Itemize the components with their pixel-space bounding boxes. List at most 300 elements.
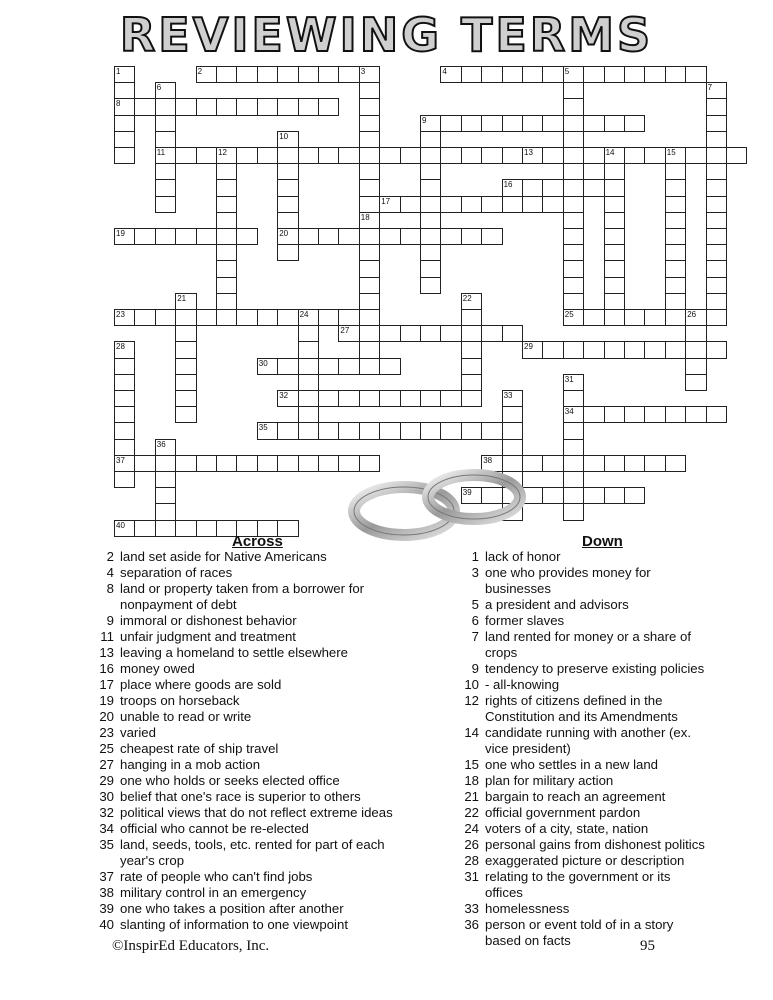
grid-cell[interactable] — [644, 455, 665, 472]
grid-cell[interactable] — [604, 277, 625, 294]
grid-cell[interactable] — [665, 179, 686, 196]
grid-cell[interactable] — [563, 309, 584, 326]
grid-cell[interactable] — [298, 325, 319, 342]
grid-cell[interactable] — [604, 341, 625, 358]
grid-cell[interactable] — [114, 406, 135, 423]
grid-cell[interactable] — [379, 228, 400, 245]
grid-cell[interactable] — [338, 390, 359, 407]
grid-cell[interactable] — [604, 244, 625, 261]
grid-cell[interactable] — [563, 244, 584, 261]
grid-cell[interactable] — [502, 325, 523, 342]
grid-cell[interactable] — [257, 309, 278, 326]
grid-cell[interactable] — [644, 341, 665, 358]
grid-cell[interactable] — [624, 455, 645, 472]
grid-cell[interactable] — [216, 277, 237, 294]
grid-cell[interactable] — [216, 212, 237, 229]
grid-cell[interactable] — [277, 309, 298, 326]
grid-cell[interactable] — [685, 309, 706, 326]
grid-cell[interactable] — [604, 66, 625, 83]
grid-cell[interactable] — [277, 196, 298, 213]
grid-cell[interactable] — [522, 341, 543, 358]
grid-cell[interactable] — [359, 341, 380, 358]
grid-cell[interactable] — [583, 406, 604, 423]
grid-cell[interactable] — [685, 406, 706, 423]
grid-cell[interactable] — [461, 374, 482, 391]
grid-cell[interactable] — [522, 147, 543, 164]
grid-cell[interactable] — [196, 309, 217, 326]
grid-cell[interactable] — [216, 179, 237, 196]
grid-cell[interactable] — [196, 98, 217, 115]
grid-cell[interactable] — [420, 147, 441, 164]
grid-cell[interactable] — [624, 487, 645, 504]
grid-cell[interactable] — [685, 147, 706, 164]
grid-cell[interactable] — [338, 147, 359, 164]
grid-cell[interactable] — [277, 390, 298, 407]
grid-cell[interactable] — [359, 147, 380, 164]
grid-cell[interactable] — [706, 260, 727, 277]
grid-cell[interactable] — [155, 196, 176, 213]
grid-cell[interactable] — [175, 374, 196, 391]
grid-cell[interactable] — [298, 228, 319, 245]
grid-cell[interactable] — [134, 520, 155, 537]
grid-cell[interactable] — [400, 196, 421, 213]
grid-cell[interactable] — [706, 196, 727, 213]
grid-cell[interactable] — [461, 341, 482, 358]
grid-cell[interactable] — [155, 163, 176, 180]
grid-cell[interactable] — [400, 147, 421, 164]
grid-cell[interactable] — [155, 147, 176, 164]
grid-cell[interactable] — [420, 422, 441, 439]
grid-cell[interactable] — [604, 163, 625, 180]
grid-cell[interactable] — [420, 228, 441, 245]
grid-cell[interactable] — [114, 439, 135, 456]
grid-cell[interactable] — [522, 179, 543, 196]
grid-cell[interactable] — [216, 309, 237, 326]
grid-cell[interactable] — [196, 147, 217, 164]
grid-cell[interactable] — [563, 98, 584, 115]
grid-cell[interactable] — [604, 228, 625, 245]
grid-cell[interactable] — [114, 455, 135, 472]
grid-cell[interactable] — [175, 98, 196, 115]
grid-cell[interactable] — [665, 293, 686, 310]
grid-cell[interactable] — [665, 406, 686, 423]
grid-cell[interactable] — [563, 439, 584, 456]
grid-cell[interactable] — [175, 309, 196, 326]
grid-cell[interactable] — [257, 66, 278, 83]
grid-cell[interactable] — [583, 147, 604, 164]
grid-cell[interactable] — [155, 309, 176, 326]
grid-cell[interactable] — [114, 520, 135, 537]
grid-cell[interactable] — [379, 358, 400, 375]
grid-cell[interactable] — [706, 115, 727, 132]
grid-cell[interactable] — [563, 196, 584, 213]
grid-cell[interactable] — [359, 277, 380, 294]
grid-cell[interactable] — [604, 212, 625, 229]
grid-cell[interactable] — [665, 163, 686, 180]
grid-cell[interactable] — [665, 260, 686, 277]
grid-cell[interactable] — [706, 341, 727, 358]
grid-cell[interactable] — [359, 309, 380, 326]
grid-cell[interactable] — [318, 309, 339, 326]
grid-cell[interactable] — [563, 66, 584, 83]
grid-cell[interactable] — [665, 228, 686, 245]
grid-cell[interactable] — [502, 439, 523, 456]
grid-cell[interactable] — [196, 66, 217, 83]
grid-cell[interactable] — [563, 260, 584, 277]
grid-cell[interactable] — [644, 66, 665, 83]
grid-cell[interactable] — [359, 325, 380, 342]
grid-cell[interactable] — [563, 131, 584, 148]
grid-cell[interactable] — [706, 309, 727, 326]
grid-cell[interactable] — [216, 455, 237, 472]
grid-cell[interactable] — [277, 147, 298, 164]
grid-cell[interactable] — [318, 455, 339, 472]
grid-cell[interactable] — [583, 341, 604, 358]
grid-cell[interactable] — [359, 358, 380, 375]
grid-cell[interactable] — [196, 455, 217, 472]
grid-cell[interactable] — [440, 115, 461, 132]
grid-cell[interactable] — [563, 82, 584, 99]
grid-cell[interactable] — [706, 179, 727, 196]
grid-cell[interactable] — [440, 196, 461, 213]
grid-cell[interactable] — [624, 66, 645, 83]
grid-cell[interactable] — [175, 520, 196, 537]
grid-cell[interactable] — [604, 147, 625, 164]
grid-cell[interactable] — [563, 487, 584, 504]
grid-cell[interactable] — [440, 325, 461, 342]
grid-cell[interactable] — [277, 422, 298, 439]
grid-cell[interactable] — [481, 115, 502, 132]
grid-cell[interactable] — [706, 147, 727, 164]
grid-cell[interactable] — [563, 455, 584, 472]
grid-cell[interactable] — [359, 66, 380, 83]
grid-cell[interactable] — [583, 309, 604, 326]
grid-cell[interactable] — [563, 374, 584, 391]
grid-cell[interactable] — [359, 115, 380, 132]
grid-cell[interactable] — [604, 196, 625, 213]
grid-cell[interactable] — [216, 228, 237, 245]
grid-cell[interactable] — [298, 66, 319, 83]
grid-cell[interactable] — [461, 147, 482, 164]
grid-cell[interactable] — [563, 163, 584, 180]
grid-cell[interactable] — [461, 196, 482, 213]
grid-cell[interactable] — [563, 503, 584, 520]
grid-cell[interactable] — [175, 325, 196, 342]
grid-cell[interactable] — [175, 358, 196, 375]
grid-cell[interactable] — [318, 390, 339, 407]
grid-cell[interactable] — [502, 147, 523, 164]
grid-cell[interactable] — [216, 147, 237, 164]
grid-cell[interactable] — [257, 147, 278, 164]
grid-cell[interactable] — [706, 131, 727, 148]
grid-cell[interactable] — [338, 66, 359, 83]
grid-cell[interactable] — [236, 309, 257, 326]
grid-cell[interactable] — [114, 422, 135, 439]
grid-cell[interactable] — [461, 228, 482, 245]
grid-cell[interactable] — [196, 520, 217, 537]
grid-cell[interactable] — [155, 179, 176, 196]
grid-cell[interactable] — [134, 309, 155, 326]
grid-cell[interactable] — [461, 358, 482, 375]
grid-cell[interactable] — [175, 228, 196, 245]
grid-cell[interactable] — [277, 228, 298, 245]
grid-cell[interactable] — [277, 244, 298, 261]
grid-cell[interactable] — [338, 358, 359, 375]
grid-cell[interactable] — [175, 455, 196, 472]
grid-cell[interactable] — [706, 277, 727, 294]
grid-cell[interactable] — [216, 66, 237, 83]
grid-cell[interactable] — [461, 66, 482, 83]
grid-cell[interactable] — [583, 455, 604, 472]
grid-cell[interactable] — [604, 115, 625, 132]
grid-cell[interactable] — [338, 309, 359, 326]
grid-cell[interactable] — [685, 358, 706, 375]
grid-cell[interactable] — [420, 277, 441, 294]
grid-cell[interactable] — [542, 341, 563, 358]
grid-cell[interactable] — [114, 341, 135, 358]
grid-cell[interactable] — [277, 98, 298, 115]
grid-cell[interactable] — [134, 228, 155, 245]
grid-cell[interactable] — [400, 422, 421, 439]
grid-cell[interactable] — [583, 179, 604, 196]
grid-cell[interactable] — [604, 487, 625, 504]
grid-cell[interactable] — [502, 179, 523, 196]
grid-cell[interactable] — [420, 179, 441, 196]
grid-cell[interactable] — [665, 309, 686, 326]
grid-cell[interactable] — [461, 293, 482, 310]
grid-cell[interactable] — [114, 471, 135, 488]
grid-cell[interactable] — [338, 422, 359, 439]
grid-cell[interactable] — [481, 66, 502, 83]
grid-cell[interactable] — [481, 325, 502, 342]
grid-cell[interactable] — [420, 325, 441, 342]
grid-cell[interactable] — [542, 147, 563, 164]
grid-cell[interactable] — [542, 196, 563, 213]
grid-cell[interactable] — [155, 228, 176, 245]
grid-cell[interactable] — [359, 98, 380, 115]
grid-cell[interactable] — [114, 66, 135, 83]
grid-cell[interactable] — [440, 66, 461, 83]
grid-cell[interactable] — [461, 115, 482, 132]
grid-cell[interactable] — [216, 244, 237, 261]
grid-cell[interactable] — [502, 406, 523, 423]
grid-cell[interactable] — [359, 196, 380, 213]
grid-cell[interactable] — [624, 147, 645, 164]
grid-cell[interactable] — [359, 260, 380, 277]
grid-cell[interactable] — [298, 422, 319, 439]
grid-cell[interactable] — [644, 147, 665, 164]
grid-cell[interactable] — [563, 228, 584, 245]
grid-cell[interactable] — [542, 66, 563, 83]
grid-cell[interactable] — [644, 406, 665, 423]
grid-cell[interactable] — [563, 212, 584, 229]
grid-cell[interactable] — [706, 82, 727, 99]
grid-cell[interactable] — [155, 98, 176, 115]
grid-cell[interactable] — [359, 390, 380, 407]
grid-cell[interactable] — [277, 212, 298, 229]
grid-cell[interactable] — [236, 66, 257, 83]
grid-cell[interactable] — [604, 406, 625, 423]
grid-cell[interactable] — [318, 228, 339, 245]
grid-cell[interactable] — [338, 325, 359, 342]
grid-cell[interactable] — [665, 244, 686, 261]
grid-cell[interactable] — [624, 406, 645, 423]
grid-cell[interactable] — [420, 131, 441, 148]
grid-cell[interactable] — [706, 228, 727, 245]
grid-cell[interactable] — [502, 66, 523, 83]
grid-cell[interactable] — [665, 147, 686, 164]
grid-cell[interactable] — [379, 390, 400, 407]
grid-cell[interactable] — [665, 455, 686, 472]
grid-cell[interactable] — [706, 406, 727, 423]
grid-cell[interactable] — [277, 358, 298, 375]
grid-cell[interactable] — [563, 471, 584, 488]
grid-cell[interactable] — [522, 196, 543, 213]
grid-cell[interactable] — [298, 374, 319, 391]
grid-cell[interactable] — [461, 422, 482, 439]
grid-cell[interactable] — [624, 309, 645, 326]
grid-cell[interactable] — [298, 358, 319, 375]
grid-cell[interactable] — [359, 228, 380, 245]
grid-cell[interactable] — [461, 309, 482, 326]
grid-cell[interactable] — [461, 390, 482, 407]
grid-cell[interactable] — [114, 115, 135, 132]
grid-cell[interactable] — [542, 455, 563, 472]
grid-cell[interactable] — [502, 196, 523, 213]
grid-cell[interactable] — [155, 520, 176, 537]
grid-cell[interactable] — [114, 131, 135, 148]
grid-cell[interactable] — [236, 455, 257, 472]
grid-cell[interactable] — [542, 487, 563, 504]
grid-cell[interactable] — [318, 147, 339, 164]
grid-cell[interactable] — [359, 82, 380, 99]
grid-cell[interactable] — [604, 293, 625, 310]
grid-cell[interactable] — [563, 115, 584, 132]
grid-cell[interactable] — [155, 131, 176, 148]
grid-cell[interactable] — [298, 455, 319, 472]
grid-cell[interactable] — [298, 390, 319, 407]
grid-cell[interactable] — [461, 325, 482, 342]
grid-cell[interactable] — [624, 341, 645, 358]
grid-cell[interactable] — [359, 244, 380, 261]
grid-cell[interactable] — [155, 487, 176, 504]
grid-cell[interactable] — [298, 309, 319, 326]
grid-cell[interactable] — [440, 422, 461, 439]
grid-cell[interactable] — [563, 277, 584, 294]
grid-cell[interactable] — [257, 358, 278, 375]
grid-cell[interactable] — [420, 196, 441, 213]
grid-cell[interactable] — [481, 228, 502, 245]
grid-cell[interactable] — [644, 309, 665, 326]
grid-cell[interactable] — [420, 115, 441, 132]
grid-cell[interactable] — [257, 422, 278, 439]
grid-cell[interactable] — [400, 325, 421, 342]
grid-cell[interactable] — [685, 66, 706, 83]
grid-cell[interactable] — [685, 374, 706, 391]
grid-cell[interactable] — [277, 66, 298, 83]
grid-cell[interactable] — [400, 228, 421, 245]
grid-cell[interactable] — [216, 196, 237, 213]
grid-cell[interactable] — [440, 228, 461, 245]
grid-cell[interactable] — [134, 455, 155, 472]
grid-cell[interactable] — [563, 341, 584, 358]
grid-cell[interactable] — [359, 179, 380, 196]
grid-cell[interactable] — [257, 455, 278, 472]
grid-cell[interactable] — [298, 341, 319, 358]
grid-cell[interactable] — [298, 406, 319, 423]
grid-cell[interactable] — [706, 163, 727, 180]
grid-cell[interactable] — [583, 487, 604, 504]
grid-cell[interactable] — [624, 115, 645, 132]
grid-cell[interactable] — [359, 163, 380, 180]
grid-cell[interactable] — [563, 293, 584, 310]
grid-cell[interactable] — [114, 82, 135, 99]
grid-cell[interactable] — [522, 66, 543, 83]
grid-cell[interactable] — [216, 260, 237, 277]
grid-cell[interactable] — [196, 228, 217, 245]
grid-cell[interactable] — [563, 179, 584, 196]
grid-cell[interactable] — [604, 455, 625, 472]
grid-cell[interactable] — [175, 406, 196, 423]
grid-cell[interactable] — [706, 212, 727, 229]
grid-cell[interactable] — [706, 293, 727, 310]
grid-cell[interactable] — [114, 228, 135, 245]
grid-cell[interactable] — [706, 244, 727, 261]
grid-cell[interactable] — [542, 179, 563, 196]
grid-cell[interactable] — [359, 212, 380, 229]
grid-cell[interactable] — [481, 196, 502, 213]
grid-cell[interactable] — [359, 131, 380, 148]
grid-cell[interactable] — [155, 503, 176, 520]
grid-cell[interactable] — [114, 147, 135, 164]
grid-cell[interactable] — [563, 147, 584, 164]
grid-cell[interactable] — [359, 293, 380, 310]
grid-cell[interactable] — [522, 115, 543, 132]
grid-cell[interactable] — [583, 66, 604, 83]
grid-cell[interactable] — [542, 115, 563, 132]
grid-cell[interactable] — [318, 66, 339, 83]
grid-cell[interactable] — [359, 422, 380, 439]
grid-cell[interactable] — [665, 196, 686, 213]
grid-cell[interactable] — [277, 131, 298, 148]
grid-cell[interactable] — [298, 98, 319, 115]
grid-cell[interactable] — [379, 196, 400, 213]
grid-cell[interactable] — [685, 325, 706, 342]
grid-cell[interactable] — [502, 115, 523, 132]
grid-cell[interactable] — [114, 358, 135, 375]
grid-cell[interactable] — [665, 341, 686, 358]
grid-cell[interactable] — [236, 147, 257, 164]
grid-cell[interactable] — [216, 98, 237, 115]
grid-cell[interactable] — [706, 98, 727, 115]
grid-cell[interactable] — [665, 277, 686, 294]
grid-cell[interactable] — [604, 309, 625, 326]
grid-cell[interactable] — [604, 260, 625, 277]
grid-cell[interactable] — [440, 390, 461, 407]
grid-cell[interactable] — [155, 471, 176, 488]
grid-cell[interactable] — [563, 422, 584, 439]
grid-cell[interactable] — [379, 422, 400, 439]
grid-cell[interactable] — [400, 390, 421, 407]
grid-cell[interactable] — [481, 422, 502, 439]
grid-cell[interactable] — [175, 341, 196, 358]
grid-cell[interactable] — [420, 260, 441, 277]
grid-cell[interactable] — [175, 147, 196, 164]
grid-cell[interactable] — [379, 325, 400, 342]
grid-cell[interactable] — [216, 293, 237, 310]
grid-cell[interactable] — [175, 390, 196, 407]
grid-cell[interactable] — [481, 147, 502, 164]
